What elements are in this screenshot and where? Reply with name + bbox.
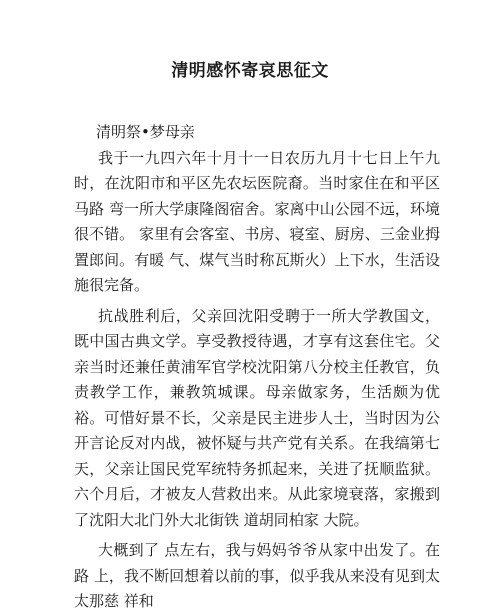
document-subtitle: 清明祭•梦母亲 (96, 123, 195, 141)
paragraph-3: 大概到了 点左右，我与妈妈爷爷从家中出发了。在路 上，我不断回想着以前的事，似乎我从来没有见到太太那慈 祥和 (74, 541, 440, 610)
paragraph-2: 抗战胜利后，父亲回沈阳受聘于一所大学教国文，既中国古典文学。享受教授待遇，才享有这套住宅。父亲当时还兼任黄浦军官学校沈阳第八分校主任教官，负责教学工作，兼教筑城课。母亲做家务，生活颇为优裕。可惜好景不长，父亲是民主进步人士，当时因为公开言论反对内战，被怀疑与共产党有关系。在我缟第七天，父亲让国民党军统特务抓起来，关进了抚顺监狱。六个月后，才被友人营救出来。从此家境衰落，家搬到了沈阳大北门外大北街铁 道胡同柏家 大院。 (74, 306, 440, 529)
document-title: 清明感怀寄哀思征文 (171, 61, 329, 81)
paragraph-1: 我于一九四六年十月十一日农历九月十七日上午九 时，在沈阳市和平区先农坛医院裔。当时家住在和平区马路 弯一所大学康隆阁宿舍。家离中山公园不远，环境很不错。 家里有会客室、书房、寝室、厨房、三金业拇置郎间。有暖 气、煤气当时称瓦斯火）上下水，生活设施很完备。 (74, 148, 440, 294)
document-body (74, 120, 440, 615)
